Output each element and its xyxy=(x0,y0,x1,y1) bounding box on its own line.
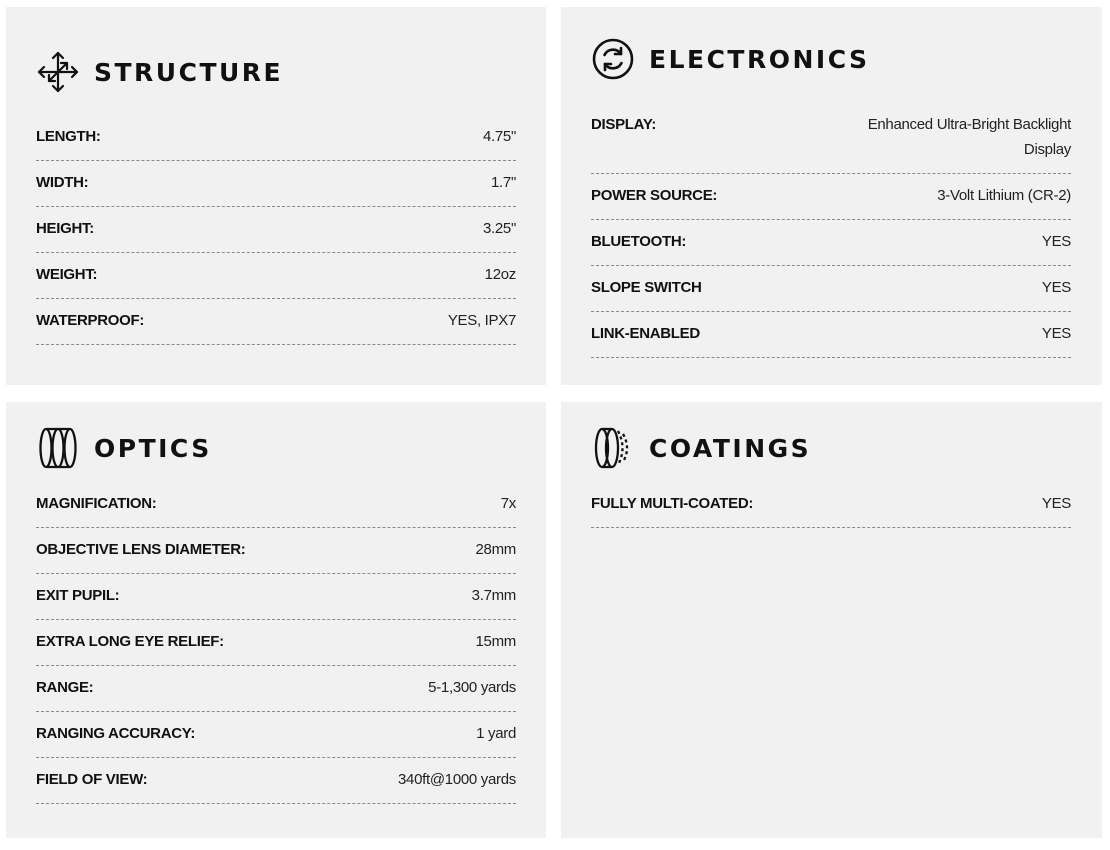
spec-value: 7x xyxy=(500,495,516,512)
move-arrows-icon xyxy=(36,50,80,94)
spec-row xyxy=(36,758,516,804)
spec-row xyxy=(591,312,1071,358)
coatings-header xyxy=(591,426,811,470)
refresh-cycle-icon xyxy=(591,37,635,81)
spec-row xyxy=(36,620,516,666)
spec-value: 5-1,300 yards xyxy=(428,679,516,696)
optics-header xyxy=(36,426,212,470)
spec-row xyxy=(591,266,1071,312)
spec-row xyxy=(591,220,1071,266)
spec-list xyxy=(36,115,516,345)
spec-row xyxy=(36,161,516,207)
structure-header xyxy=(36,50,283,94)
spec-row xyxy=(591,482,1071,528)
spec-label: OBJECTIVE LENS DIAMETER: xyxy=(36,541,246,558)
optics-panel xyxy=(6,402,546,838)
structure-panel xyxy=(6,7,546,385)
spec-label: EXIT PUPIL: xyxy=(36,587,120,604)
spec-value: 3-Volt Lithium (CR-2) xyxy=(937,187,1071,204)
spec-row xyxy=(591,103,1071,174)
electronics-panel xyxy=(561,7,1102,385)
spec-label: RANGING ACCURACY: xyxy=(36,725,196,742)
spec-label: RANGE: xyxy=(36,679,94,696)
spec-list xyxy=(36,482,516,804)
spec-label: WIDTH: xyxy=(36,174,89,191)
spec-row xyxy=(36,115,516,161)
spec-row xyxy=(36,482,516,528)
spec-label: POWER SOURCE: xyxy=(591,187,718,204)
lens-stack-icon xyxy=(36,426,80,470)
spec-row xyxy=(36,207,516,253)
spec-row xyxy=(591,174,1071,220)
spec-label: DISPLAY: xyxy=(591,116,657,133)
coated-lens-icon xyxy=(591,426,635,470)
spec-row xyxy=(36,528,516,574)
spec-value: YES, IPX7 xyxy=(447,312,516,329)
spec-value: 4.75" xyxy=(482,128,516,145)
spec-value: 340ft@1000 yards xyxy=(397,771,516,788)
panel-title: COATINGS xyxy=(649,433,812,463)
spec-value: YES xyxy=(1041,233,1071,250)
spec-value: 3.7mm xyxy=(471,587,516,604)
spec-value: 1.7" xyxy=(491,174,516,191)
spec-list xyxy=(591,103,1071,358)
spec-value: YES xyxy=(1041,279,1071,296)
spec-value: YES xyxy=(1041,325,1071,342)
spec-list xyxy=(591,482,1071,528)
spec-label: MAGNIFICATION: xyxy=(36,495,157,512)
spec-label: BLUETOOTH: xyxy=(591,233,687,250)
spec-value: 28mm xyxy=(475,541,516,558)
spec-value: 15mm xyxy=(475,633,516,650)
spec-row xyxy=(36,712,516,758)
spec-value: 12oz xyxy=(484,266,516,283)
spec-row xyxy=(36,666,516,712)
spec-label: WEIGHT: xyxy=(36,266,98,283)
panel-title: ELECTRONICS xyxy=(649,44,870,74)
spec-label: LENGTH: xyxy=(36,128,101,145)
spec-value: YES xyxy=(1041,495,1071,512)
panel-title: OPTICS xyxy=(94,433,212,463)
spec-label: HEIGHT: xyxy=(36,220,94,237)
spec-row xyxy=(36,574,516,620)
spec-row xyxy=(36,253,516,299)
panel-title: STRUCTURE xyxy=(94,57,284,87)
spec-label: FIELD OF VIEW: xyxy=(36,771,148,788)
spec-label: WATERPROOF: xyxy=(36,312,145,329)
spec-label: FULLY MULTI-COATED: xyxy=(591,495,754,512)
spec-value: Enhanced Ultra-Bright Backlight Display xyxy=(867,116,1071,158)
spec-label: EXTRA LONG EYE RELIEF: xyxy=(36,633,224,650)
spec-value: 1 yard xyxy=(476,725,516,742)
spec-value: 3.25" xyxy=(482,220,516,237)
spec-label: SLOPE SWITCH xyxy=(591,279,702,296)
spec-label: LINK-ENABLED xyxy=(591,325,700,342)
coatings-panel xyxy=(561,402,1102,838)
spec-row xyxy=(36,299,516,345)
electronics-header xyxy=(591,37,870,81)
